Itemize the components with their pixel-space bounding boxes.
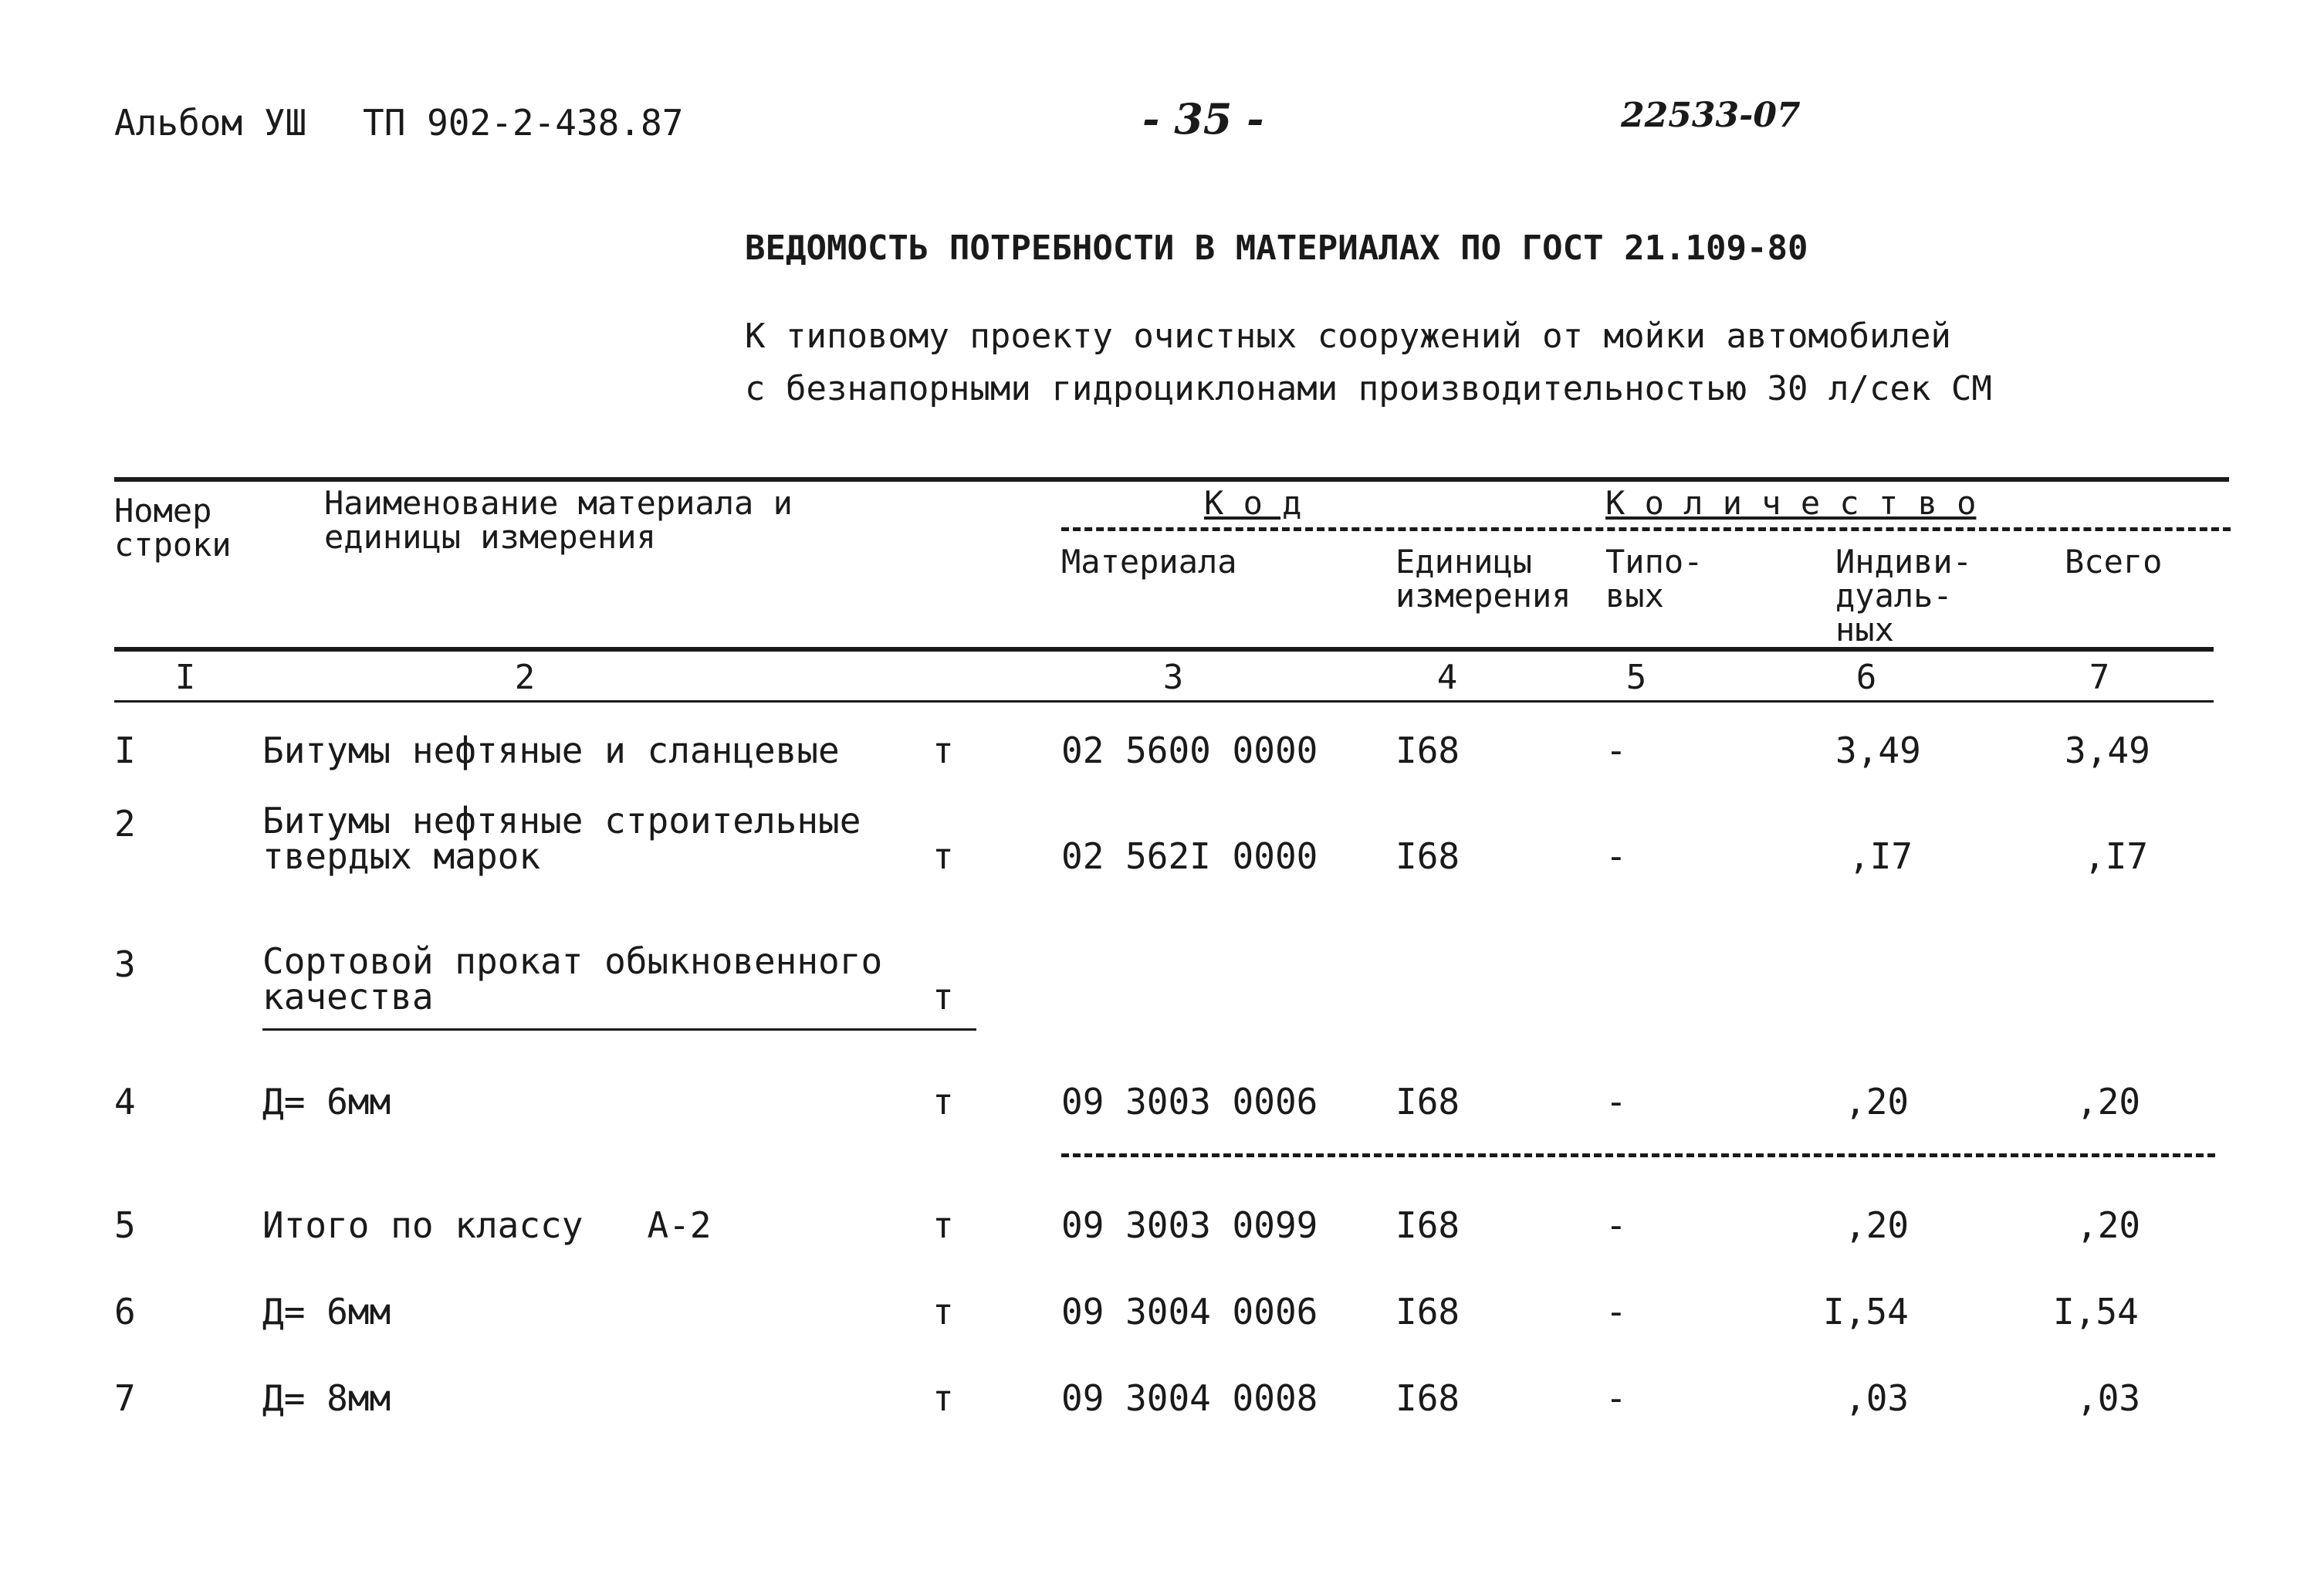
unit: т <box>932 730 954 771</box>
document-title: ВЕДОМОСТЬ ПОТРЕБНОСТИ В МАТЕРИАЛАХ ПО ГОСТ 21.109-80 <box>745 229 1808 268</box>
row-number: I <box>114 730 136 771</box>
material-name: Д= 8мм <box>262 1377 391 1419</box>
unit-code: I68 <box>1395 1204 1460 1246</box>
column-numbers-rule <box>114 700 2214 703</box>
material-code: 09 3004 0006 <box>1061 1291 1318 1333</box>
column-number-3: 3 <box>1162 658 1184 697</box>
row-number: 4 <box>114 1081 136 1123</box>
material-name: Битумы нефтяные и сланцевые <box>262 730 840 771</box>
typical-qty: - <box>1605 730 1627 771</box>
row-number: 3 <box>114 943 136 985</box>
row-number: 2 <box>114 803 136 845</box>
header-group-rule <box>1061 527 2231 531</box>
material-code: 02 562I 0000 <box>1061 835 1318 877</box>
individual-qty: ,20 <box>1845 1204 1910 1246</box>
unit-code: I68 <box>1395 730 1460 771</box>
total-qty: 3,49 <box>2065 730 2150 771</box>
header-row-number: Номер строки <box>114 492 232 564</box>
table-top-rule <box>114 477 2229 482</box>
unit: т <box>932 835 954 877</box>
total-qty: ,20 <box>2076 1204 2141 1246</box>
material-name: Битумы нефтяные строительные твердых марок <box>262 800 861 877</box>
column-number-5: 5 <box>1625 658 1647 697</box>
header-typical: Типо- вых <box>1605 543 1703 615</box>
column-number-1: I <box>174 658 196 697</box>
individual-qty: I,54 <box>1823 1291 1909 1333</box>
total-qty: ,I7 <box>2084 835 2149 877</box>
row-number: 7 <box>114 1377 136 1419</box>
unit: т <box>932 976 954 1018</box>
column-number-2: 2 <box>514 658 536 697</box>
row-number: 5 <box>114 1204 136 1246</box>
header-material-code: Материала <box>1061 543 1237 581</box>
material-code: 09 3004 0008 <box>1061 1377 1318 1419</box>
unit-code: I68 <box>1395 1291 1460 1333</box>
individual-qty: ,03 <box>1845 1377 1910 1419</box>
column-number-7: 7 <box>2089 658 2110 697</box>
total-qty: I,54 <box>2053 1291 2139 1333</box>
unit: т <box>932 1081 954 1123</box>
individual-qty: 3,49 <box>1835 730 1921 771</box>
material-name: Д= 6мм <box>262 1291 391 1333</box>
header-bottom-rule <box>114 647 2214 652</box>
individual-qty: ,20 <box>1845 1081 1910 1123</box>
typical-qty: - <box>1605 1377 1627 1419</box>
unit: т <box>932 1377 954 1419</box>
header-total: Всего <box>2065 543 2163 581</box>
page-number: - 35 - <box>1142 94 1264 144</box>
material-name: Итого по классу А-2 <box>262 1204 712 1246</box>
typical-qty: - <box>1605 1204 1627 1246</box>
unit: т <box>932 1204 954 1246</box>
header-code-group: К о д <box>1204 484 1302 522</box>
typical-qty: - <box>1605 1081 1627 1123</box>
header-unit-code: Единицы измерения <box>1395 543 1571 615</box>
material-code: 09 3003 0099 <box>1061 1204 1318 1246</box>
typical-qty: - <box>1605 835 1627 877</box>
individual-qty: ,I7 <box>1849 835 1913 877</box>
header-material-name: Наименование материала и единицы измерения <box>324 484 793 556</box>
material-code: 09 3003 0006 <box>1061 1081 1318 1123</box>
material-name: Сортовой прокат обыкновенного качества <box>262 940 883 1018</box>
column-number-6: 6 <box>1855 658 1877 697</box>
project-code: ТП 902-2-438.87 <box>363 102 684 144</box>
subtitle-line-1: К типовому проекту очистных сооружений от мойки автомобилей <box>745 317 1951 356</box>
document-number: 22533-07 <box>1621 96 1801 135</box>
unit-code: I68 <box>1395 1081 1460 1123</box>
material-name: Д= 6мм <box>262 1081 391 1123</box>
header-quantity-group: К о л и ч е с т в о <box>1605 484 1977 522</box>
section-underline <box>262 1028 976 1031</box>
subtotal-dashed-rule <box>1061 1153 2215 1157</box>
row-number: 6 <box>114 1291 136 1333</box>
column-number-4: 4 <box>1436 658 1458 697</box>
unit-code: I68 <box>1395 1377 1460 1419</box>
unit-code: I68 <box>1395 835 1460 877</box>
total-qty: ,03 <box>2076 1377 2141 1419</box>
album-label: Альбом УШ <box>114 102 307 144</box>
material-code: 02 5600 0000 <box>1061 730 1318 771</box>
unit: т <box>932 1291 954 1333</box>
header-individual: Индиви- дуаль- ных <box>1835 543 1973 648</box>
total-qty: ,20 <box>2076 1081 2141 1123</box>
typical-qty: - <box>1605 1291 1627 1333</box>
subtitle-line-2: с безнапорными гидроциклонами производительностью 30 л/сек СМ <box>745 369 1992 408</box>
